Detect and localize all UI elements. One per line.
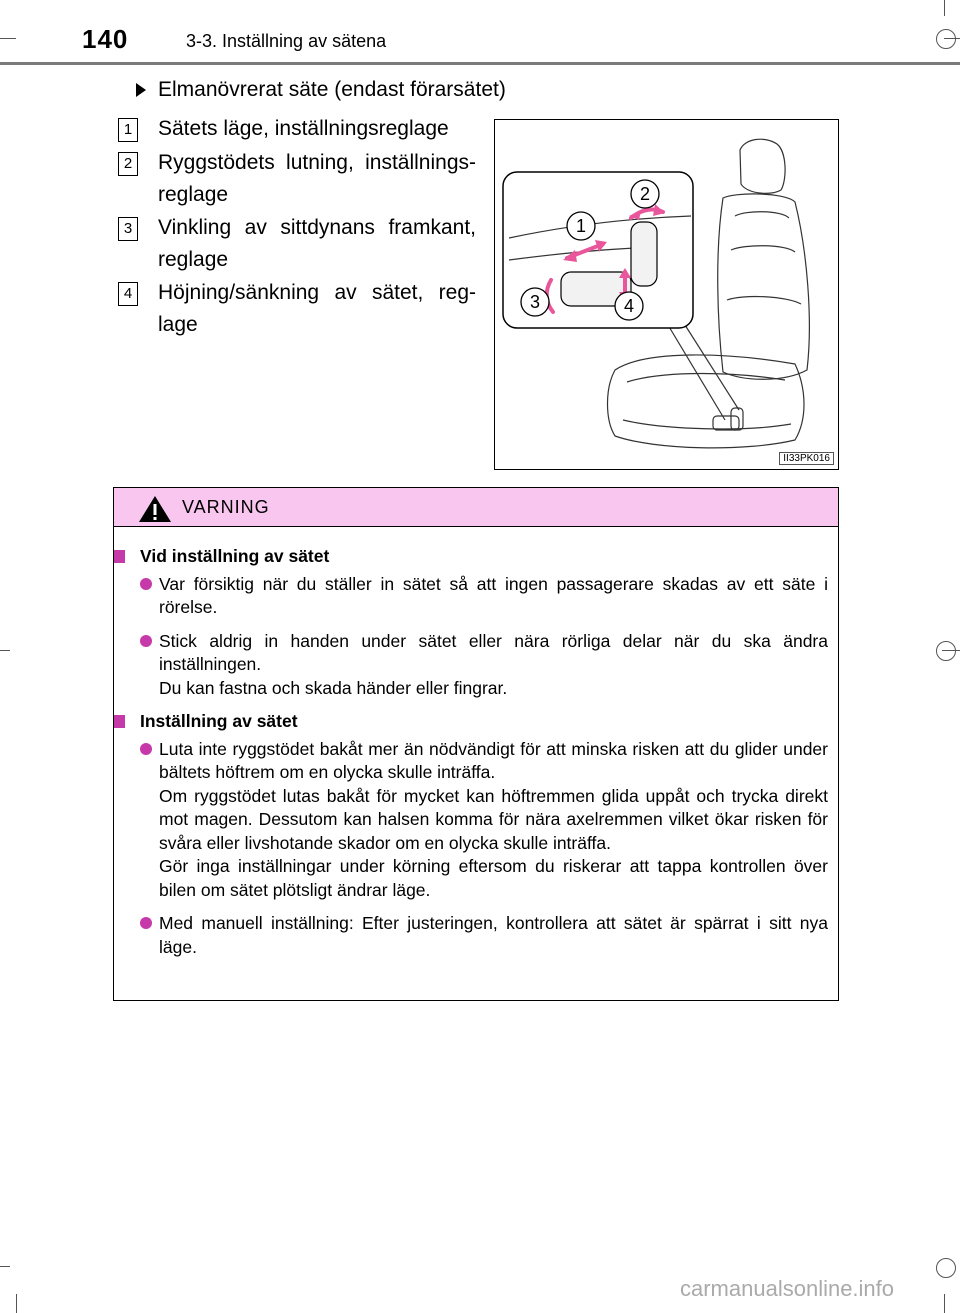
crop-mark xyxy=(936,641,956,661)
item-number: 1 xyxy=(118,118,138,142)
crop-mark xyxy=(936,1258,956,1278)
list-item xyxy=(118,147,476,211)
warning-section-heading: Vid inställning av sätet xyxy=(114,545,828,569)
seat-drawing xyxy=(495,120,838,469)
crop-mark xyxy=(0,650,10,651)
subsection-title: Elmanövrerat säte (endast förarsätet) xyxy=(158,78,506,101)
callout-1: 1 xyxy=(575,216,587,236)
illustration-code: II33PK016 xyxy=(779,452,834,465)
warning-body xyxy=(114,527,838,959)
round-bullet-icon xyxy=(140,635,152,647)
round-bullet-icon xyxy=(140,743,152,755)
callout-4: 4 xyxy=(623,296,635,316)
list-item xyxy=(118,277,476,341)
crop-mark xyxy=(0,38,16,39)
item-number: 2 xyxy=(118,152,138,176)
crop-mark xyxy=(944,0,945,16)
warning-bullet: Med manuell inställning: Efter justeringen, kontrollera att sätet är spärrat i sitt nya läge. xyxy=(114,912,828,959)
crop-mark xyxy=(0,1266,10,1267)
warning-bullet: Stick aldrig in handen under sätet eller nära rörliga delar när du ska ändra inställningen. Du kan fastna och skada händer eller fingrar. xyxy=(114,630,828,701)
section-title: 3-3. Inställning av sätena xyxy=(186,31,387,51)
round-bullet-icon xyxy=(140,578,152,590)
square-bullet-icon xyxy=(114,550,125,563)
item-text: Sätets läge, inställningsreglage xyxy=(158,117,449,140)
subsection-heading xyxy=(136,78,506,102)
list-item xyxy=(118,212,476,276)
watermark: carmanualsonline.info xyxy=(680,1276,895,1301)
crop-mark xyxy=(944,1294,945,1313)
warning-title: VARNING xyxy=(182,497,270,517)
header-rule xyxy=(0,62,960,65)
item-text: Höjning/sänkning av sätet, reg-lage xyxy=(158,281,476,336)
seat-illustration xyxy=(494,119,839,470)
page-number: 140 xyxy=(82,24,129,54)
list-item xyxy=(118,113,476,145)
round-bullet-icon xyxy=(140,917,152,929)
item-number: 3 xyxy=(118,217,138,241)
warning-triangle-icon xyxy=(138,495,172,523)
callout-3: 3 xyxy=(529,292,541,312)
warning-header xyxy=(114,488,838,527)
warning-section-heading: Inställning av sätet xyxy=(114,710,828,734)
item-number: 4 xyxy=(118,282,138,306)
warning-bullet: Luta inte ryggstödet bakåt mer än nödvändigt för att minska risken att du glider under bältets höftrem om en olycka skulle inträffa. Om ryggstödet lutas bakåt för mycket kan höftremmen glida uppåt och trycka direkt mot magen. Dessutom kan halsen komma för nära axelremmen vilket ökar risken för svåra eller livshotande skador om en olycka skulle inträffa. Gör inga inställningar under körning eftersom du riskerar att tappa kontrollen över bilen om sätet plötsligt ändrar läge. xyxy=(114,738,828,903)
item-text: Vinkling av sittdynans framkant, reglage xyxy=(158,216,476,271)
callout-2: 2 xyxy=(639,184,651,204)
warning-bullet: Var försiktig när du ställer in sätet så att ingen passagerare skadas av ett säte i rörelse. xyxy=(114,573,828,620)
arrow-right-icon xyxy=(136,83,146,97)
crop-mark xyxy=(16,1294,17,1313)
warning-box xyxy=(113,487,839,1001)
item-text: Ryggstödets lutning, inställnings-reglage xyxy=(158,151,476,206)
crop-mark xyxy=(936,29,956,49)
square-bullet-icon xyxy=(114,715,125,728)
